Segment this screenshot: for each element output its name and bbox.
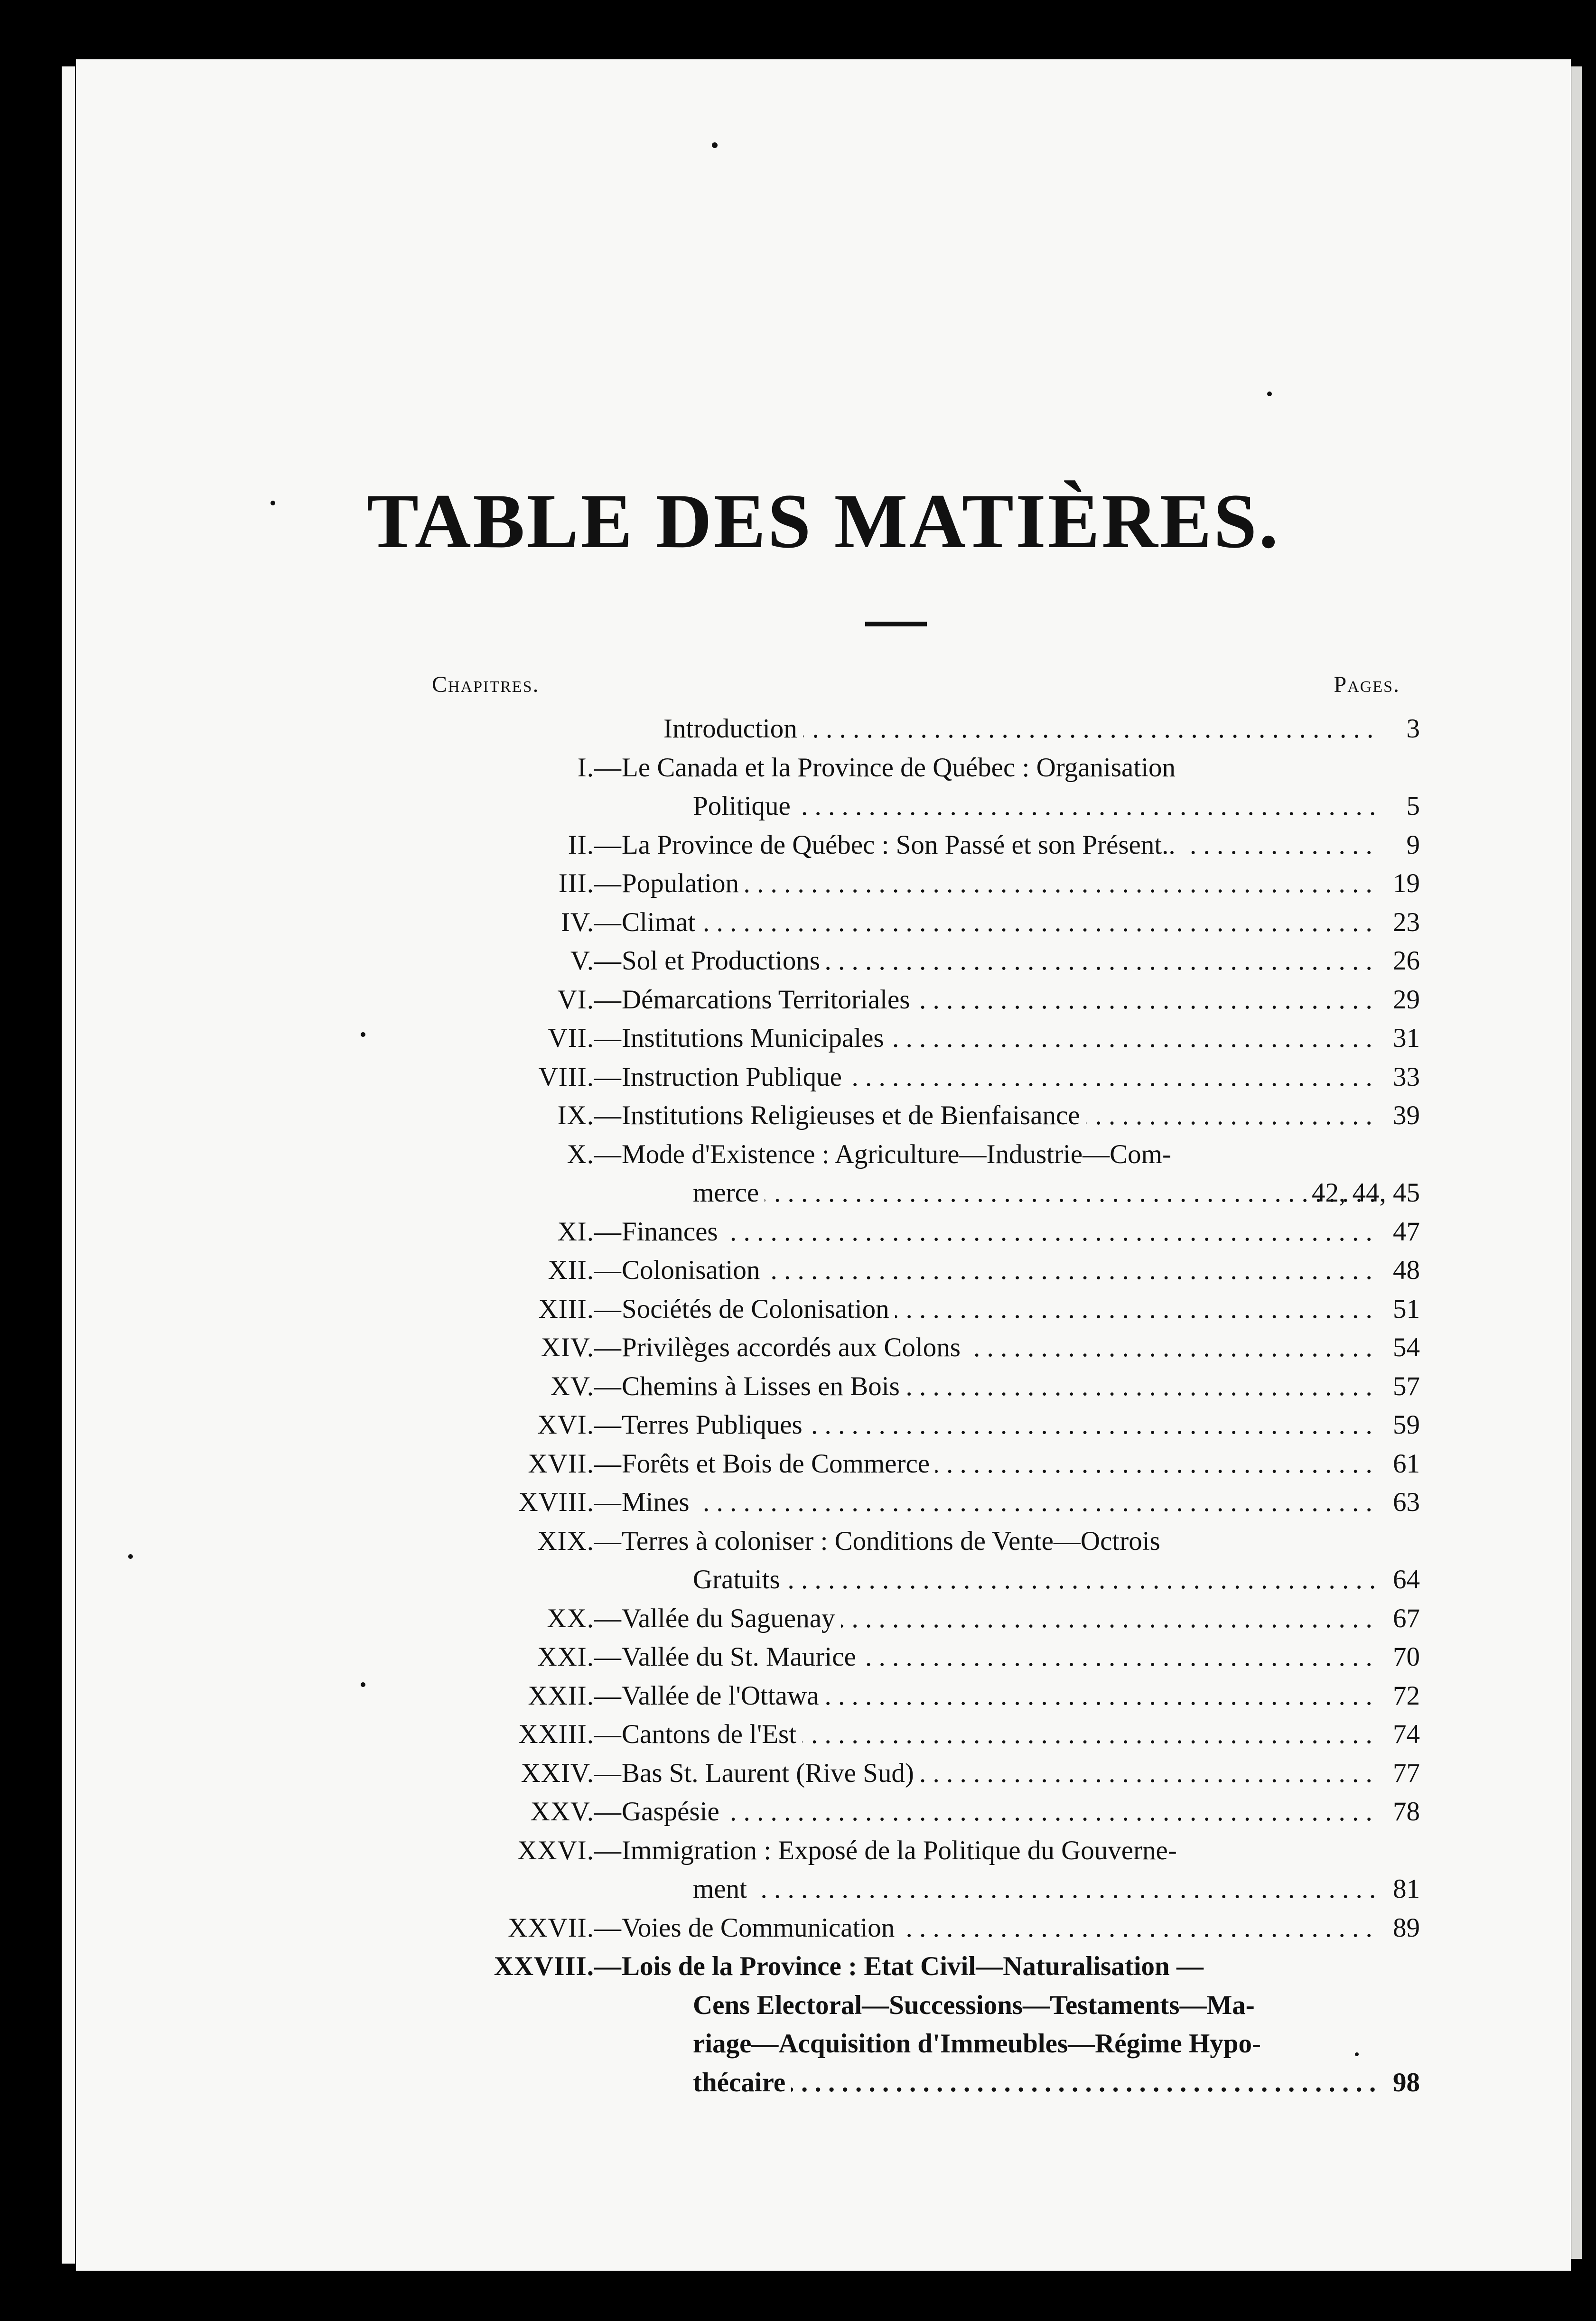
chapter-number: XXVI.— xyxy=(517,1835,622,1865)
toc-line xyxy=(76,864,1571,903)
chapter-title: Vallée du St. Maurice . . . xyxy=(622,1638,1376,1677)
chapter-number: XVI.— xyxy=(537,1410,622,1440)
chapter-title: Mode d'Existence : Agriculture—Industrie—Com- xyxy=(622,1139,1171,1169)
print-speck xyxy=(712,142,718,148)
toc-entry xyxy=(76,1445,1571,1483)
chapter-number: XXVII.— xyxy=(508,1912,622,1943)
chapter-title: ment . . . xyxy=(693,1870,1376,1909)
chapter-number: X.— xyxy=(567,1139,622,1169)
chapter-title: thécaire . . . xyxy=(693,2063,1376,2102)
toc-entry xyxy=(76,864,1571,903)
table-of-contents xyxy=(76,709,1571,2102)
chapter-title: Introduction . . . xyxy=(663,709,1376,748)
toc-line xyxy=(76,1445,1571,1483)
chapter-number: XIII.— xyxy=(538,1294,622,1324)
toc-line xyxy=(76,748,1571,787)
page-number: 98 xyxy=(1393,2067,1420,2097)
toc-entry xyxy=(76,826,1571,865)
chapter-title: Cens Electoral—Successions—Testaments—Ma- xyxy=(693,1990,1255,2020)
toc-entry xyxy=(76,1599,1571,1638)
chapters-column-header: Chapitres. xyxy=(432,672,540,697)
page-number: 19 xyxy=(1393,868,1420,898)
toc-entry xyxy=(76,1328,1571,1367)
chapter-number: XXIII.— xyxy=(518,1719,622,1749)
toc-line xyxy=(76,1947,1571,1986)
toc-line xyxy=(76,1831,1571,1870)
chapter-title: merce . . . xyxy=(693,1174,1376,1212)
chapter-title: Institutions Municipales . . . xyxy=(622,1019,1376,1058)
chapter-number: XVIII.— xyxy=(518,1487,622,1517)
page-number: 42, 44, 45 xyxy=(1312,1178,1420,1208)
toc-entry xyxy=(76,748,1571,826)
toc-entry xyxy=(76,1367,1571,1406)
chapter-number: II.— xyxy=(568,830,622,860)
chapter-title: Démarcations Territoriales . . . xyxy=(622,980,1376,1019)
page-number: 70 xyxy=(1393,1642,1420,1672)
title-rule xyxy=(865,622,927,626)
toc-entry xyxy=(76,1135,1571,1212)
chapter-title: Cantons de l'Est . . . xyxy=(622,1715,1376,1754)
print-speck xyxy=(1267,391,1272,396)
toc-line xyxy=(76,1986,1571,2025)
page-number: 54 xyxy=(1393,1333,1420,1362)
print-speck xyxy=(128,1554,133,1559)
toc-entry xyxy=(76,980,1571,1019)
chapter-title: Immigration : Exposé de la Politique du Gouverne- xyxy=(622,1835,1177,1865)
page-number: 59 xyxy=(1393,1410,1420,1440)
chapter-number: VI.— xyxy=(557,984,622,1015)
chapter-number: VIII.— xyxy=(538,1062,622,1092)
toc-line xyxy=(76,1715,1571,1754)
chapter-title: Climat . . . xyxy=(622,903,1376,942)
chapter-title: Bas St. Laurent (Rive Sud) . . . xyxy=(622,1754,1376,1793)
chapter-number: XX.— xyxy=(547,1603,622,1633)
chapter-title: Finances . . . xyxy=(622,1212,1376,1251)
toc-entry xyxy=(76,1483,1571,1522)
chapter-number: XXVIII.— xyxy=(494,1951,622,1981)
chapter-number: XIV.— xyxy=(541,1333,622,1362)
page-number: 64 xyxy=(1393,1565,1420,1594)
toc-entry xyxy=(76,1212,1571,1251)
chapter-title: Chemins à Lisses en Bois . . . xyxy=(622,1367,1376,1406)
chapter-number: XI.— xyxy=(557,1216,622,1247)
page-left-edge xyxy=(62,66,75,2264)
page-number: 23 xyxy=(1393,907,1420,937)
chapter-number: XV.— xyxy=(550,1371,622,1401)
print-speck xyxy=(361,1032,365,1037)
toc-line xyxy=(76,709,1571,748)
chapter-title: Population . . . xyxy=(622,864,1376,903)
chapter-number: IX.— xyxy=(557,1100,622,1130)
page-number: 33 xyxy=(1393,1062,1420,1092)
page-right-edge xyxy=(1571,66,1582,2259)
chapter-number: IV.— xyxy=(560,907,622,937)
chapter-title: Voies de Communication . . . xyxy=(622,1909,1376,1948)
page-number: 89 xyxy=(1393,1912,1420,1943)
toc-entry xyxy=(76,709,1571,748)
toc-entry xyxy=(76,1058,1571,1097)
chapter-title: Privilèges accordés aux Colons . . . xyxy=(622,1328,1376,1367)
toc-line xyxy=(76,1792,1571,1831)
chapter-title: Gratuits . . . xyxy=(693,1560,1376,1599)
toc-entry xyxy=(76,1831,1571,1909)
page-number: 29 xyxy=(1393,984,1420,1015)
toc-entry xyxy=(76,1290,1571,1329)
toc-line xyxy=(76,787,1571,826)
chapter-number: XXI.— xyxy=(537,1642,622,1672)
chapter-title: Colonisation . . . xyxy=(622,1251,1376,1290)
chapter-title: Sociétés de Colonisation . . . xyxy=(622,1290,1376,1329)
chapter-number: XXII.— xyxy=(528,1680,622,1711)
print-speck xyxy=(1355,2052,1359,2056)
toc-line xyxy=(76,1174,1571,1212)
page-number: 47 xyxy=(1393,1216,1420,1247)
toc-line xyxy=(76,826,1571,865)
toc-line xyxy=(76,941,1571,980)
chapter-number: XVII.— xyxy=(528,1448,622,1479)
toc-entry xyxy=(76,1909,1571,1948)
chapter-title: Vallée du Saguenay . . . xyxy=(622,1599,1376,1638)
toc-line xyxy=(76,1406,1571,1445)
chapter-title: Vallée de l'Ottawa . . . xyxy=(622,1677,1376,1715)
toc-entry xyxy=(76,1096,1571,1135)
toc-line xyxy=(76,1870,1571,1909)
toc-entry xyxy=(76,1754,1571,1793)
toc-line xyxy=(76,2063,1571,2102)
toc-line xyxy=(76,1909,1571,1948)
scanned-page xyxy=(76,59,1571,2271)
page-number: 48 xyxy=(1393,1255,1420,1285)
toc-line xyxy=(76,903,1571,942)
toc-entry xyxy=(76,903,1571,942)
toc-line xyxy=(76,1560,1571,1599)
toc-entry xyxy=(76,1019,1571,1058)
toc-line xyxy=(76,980,1571,1019)
chapter-title: Mines . . . xyxy=(622,1483,1376,1522)
page-number: 74 xyxy=(1393,1719,1420,1749)
toc-line xyxy=(76,1058,1571,1097)
pages-column-header: Pages. xyxy=(1334,672,1400,697)
page-number: 78 xyxy=(1393,1797,1420,1827)
chapter-title: Terres à coloniser : Conditions de Vente—Octrois xyxy=(622,1526,1160,1556)
chapter-number: XIX.— xyxy=(537,1526,622,1556)
print-speck xyxy=(361,1682,365,1687)
chapter-title: Forêts et Bois de Commerce . . . xyxy=(622,1445,1376,1483)
chapter-title: Instruction Publique . . . xyxy=(622,1058,1376,1097)
toc-entry xyxy=(76,941,1571,980)
toc-line xyxy=(76,1522,1571,1561)
toc-line xyxy=(76,1677,1571,1715)
toc-entry xyxy=(76,1715,1571,1754)
toc-entry xyxy=(76,1522,1571,1599)
toc-line xyxy=(76,1328,1571,1367)
toc-line xyxy=(76,1638,1571,1677)
chapter-number: V.— xyxy=(570,946,622,976)
page-number: 26 xyxy=(1393,946,1420,976)
toc-line xyxy=(76,1290,1571,1329)
page-number: 39 xyxy=(1393,1100,1420,1130)
toc-line xyxy=(76,1212,1571,1251)
toc-line xyxy=(76,1754,1571,1793)
chapter-number: XXV.— xyxy=(530,1797,622,1827)
page-number: 3 xyxy=(1406,714,1420,744)
page-number: 63 xyxy=(1393,1487,1420,1517)
page-number: 9 xyxy=(1406,830,1420,860)
toc-entry xyxy=(76,1947,1571,2102)
toc-entry xyxy=(76,1677,1571,1715)
page-number: 77 xyxy=(1393,1758,1420,1788)
chapter-number: XXIV.— xyxy=(521,1758,622,1788)
chapter-number: I.— xyxy=(577,752,622,783)
page-number: 72 xyxy=(1393,1680,1420,1711)
toc-line xyxy=(76,1599,1571,1638)
chapter-title: Institutions Religieuses et de Bienfaisance . . . xyxy=(622,1096,1376,1135)
toc-line xyxy=(76,1483,1571,1522)
page-number: 5 xyxy=(1406,791,1420,821)
toc-entry xyxy=(76,1251,1571,1290)
chapter-title: riage—Acquisition d'Immeubles—Régime Hypo- xyxy=(693,2029,1261,2059)
page-number: 31 xyxy=(1393,1023,1420,1053)
chapter-title: Politique . . . xyxy=(693,787,1376,826)
chapter-title: Sol et Productions . . . xyxy=(622,941,1376,980)
toc-entry xyxy=(76,1638,1571,1677)
page-number: 61 xyxy=(1393,1448,1420,1479)
toc-entry xyxy=(76,1792,1571,1831)
chapter-title: Terres Publiques . . . xyxy=(622,1406,1376,1445)
page-number: 67 xyxy=(1393,1603,1420,1633)
toc-entry xyxy=(76,1406,1571,1445)
chapter-number: VII.— xyxy=(548,1023,622,1053)
print-speck xyxy=(271,501,275,505)
toc-line xyxy=(76,1019,1571,1058)
chapter-title: La Province de Québec : Son Passé et son Présent.. . . . xyxy=(622,826,1376,865)
chapter-title: Gaspésie . . . xyxy=(622,1792,1376,1831)
toc-line xyxy=(76,1367,1571,1406)
chapter-title: Lois de la Province : Etat Civil—Naturalisation — xyxy=(622,1951,1204,1981)
page-number: 81 xyxy=(1393,1874,1420,1904)
page-number: 57 xyxy=(1393,1371,1420,1401)
toc-line xyxy=(76,1251,1571,1290)
toc-line xyxy=(76,1135,1571,1174)
chapter-number: XII.— xyxy=(548,1255,622,1285)
toc-line xyxy=(76,2024,1571,2063)
toc-line xyxy=(76,1096,1571,1135)
page-title: TABLE DES MATIÈRES. xyxy=(366,478,1280,564)
page-number: 51 xyxy=(1393,1294,1420,1324)
chapter-number: III.— xyxy=(558,868,622,898)
chapter-title: Le Canada et la Province de Québec : Organisation xyxy=(622,752,1176,783)
